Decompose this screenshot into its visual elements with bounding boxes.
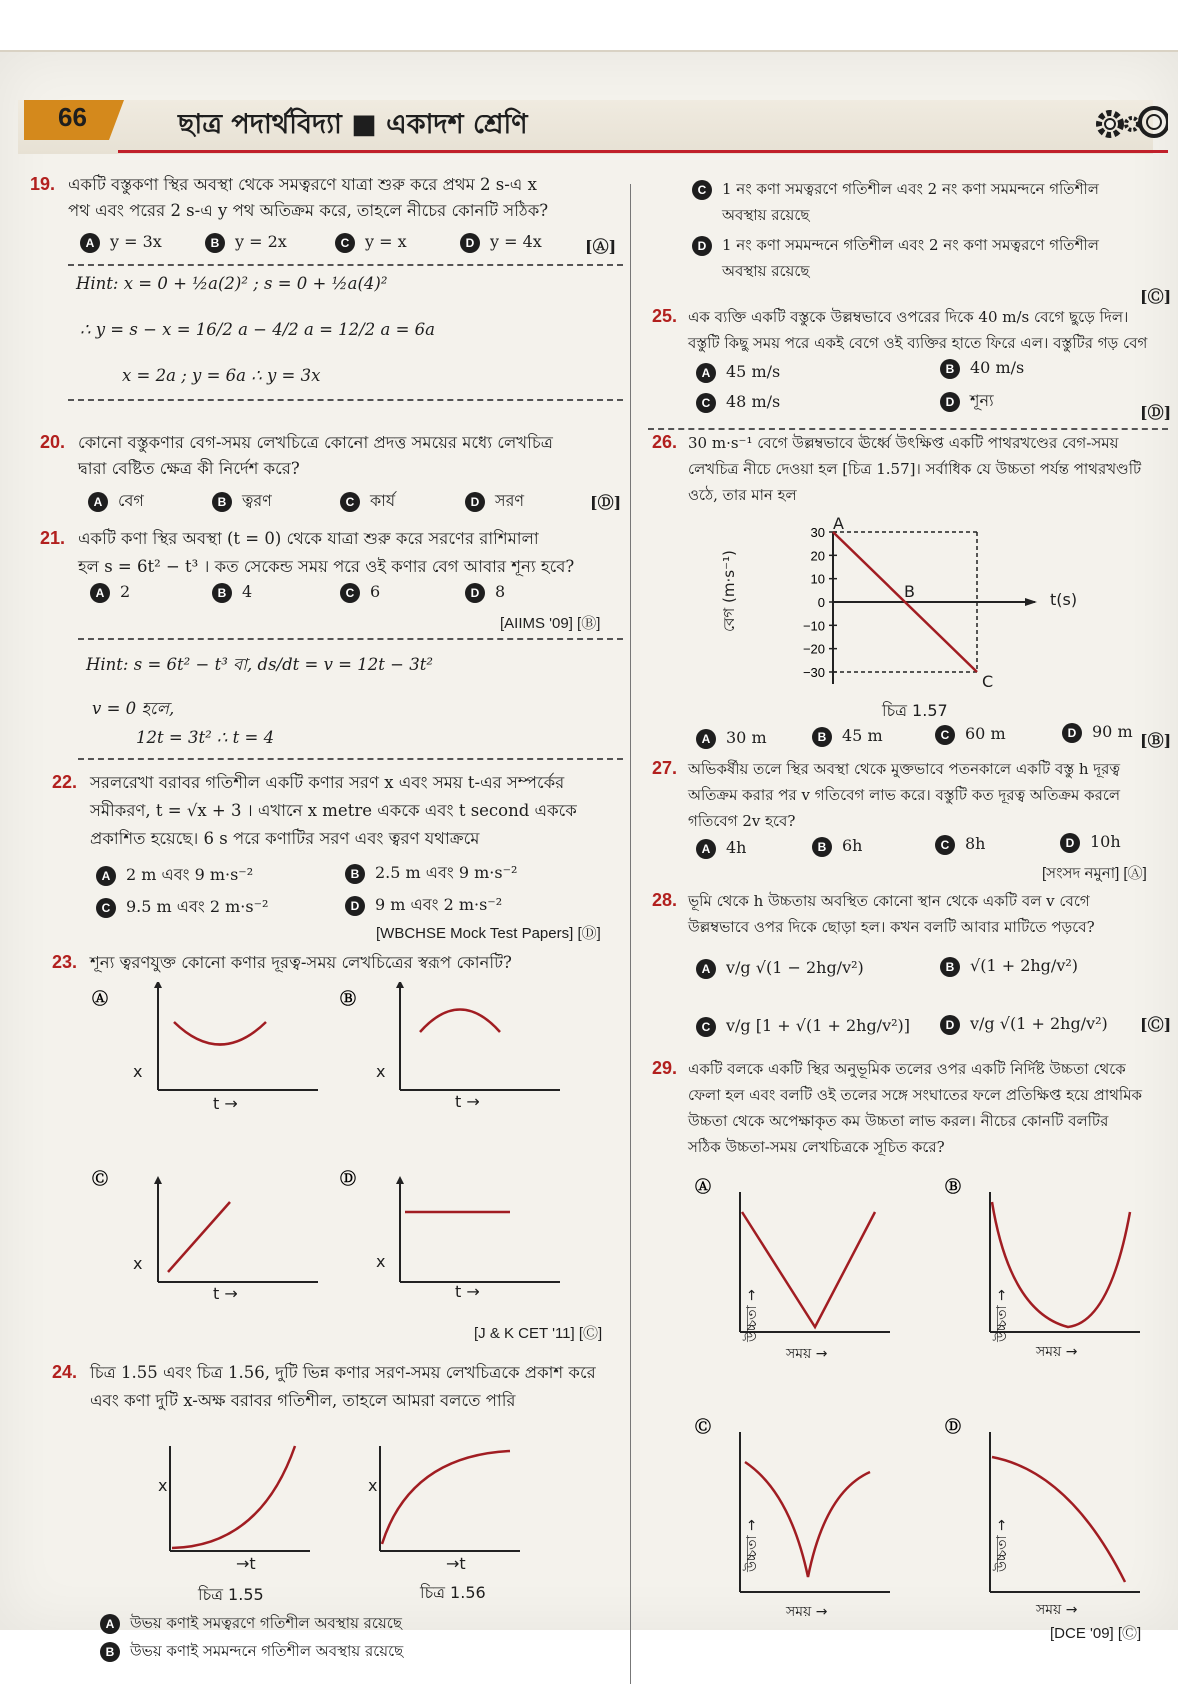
q21-text-2: হল s = 6t² − t³ । কত সেকেন্ড সময় পরে ওই কণার বেগ আবার শূন্য হবে?	[78, 557, 575, 576]
q29-number: 29.	[652, 1058, 678, 1078]
q26-ytick-label: −30	[802, 664, 825, 680]
q22-text-1: সরলরেখা বরাবর গতিশীল একটি কণার সরণ x এবং সময় t-এর সম্পর্কের	[90, 773, 565, 792]
q25-number: 25.	[652, 306, 678, 326]
q26-ytick-label: 30	[810, 525, 825, 540]
q26-text-1: 30 m·s⁻¹ বেগে উল্লম্বভাবে ঊর্ধ্বে উৎক্ষিপ্ত একটি পাথরখণ্ডের বেগ-সময়	[688, 434, 1119, 452]
q29-graph-a	[695, 1177, 890, 1332]
q23-number: 23.	[52, 952, 78, 972]
q27-number: 27.	[652, 758, 678, 778]
q26-option-a: A 30 m	[696, 728, 767, 749]
q24-option-d-2: অবস্থায় রয়েছে	[722, 262, 810, 280]
svg-text:Ⓑ: Ⓑ	[945, 1179, 962, 1196]
q26-ytick-label: 0	[817, 594, 825, 610]
q26-text-2: লেখচিত্র নীচে দেওয়া হল [চিত্র 1.57]। সর্বাধিক যে উচ্চতা পর্যন্ত পাথরখণ্ডটি	[688, 460, 1142, 478]
q23-c-ylabel: x	[133, 1254, 143, 1273]
q22-text-2: সমীকরণ, t = √x + 3 । এখানে x metre এককে এবং t second এককে	[90, 801, 577, 820]
q26-ytick-label: 20	[810, 548, 825, 564]
svg-text:Ⓒ: Ⓒ	[92, 1171, 109, 1188]
q21-source: [AIIMS '09] [Ⓑ]	[500, 615, 601, 632]
q20-text-1: কোনো বস্তুকণার বেগ-সময় লেখচিত্রে কোনো প্রদত্ত সময়ের মধ্যে লেখচিত্র	[78, 433, 553, 452]
q19-hint-3: x = 2a ; y = 6a ∴ y = 3x	[122, 366, 321, 385]
q19-number: 19.	[30, 174, 56, 194]
gear-icon	[1088, 96, 1168, 148]
q19-text-2: পথ এবং পরের 2 s-এ y পথ অতিক্রম করে, তাহলে নীচের কোনটি সঠিক?	[68, 201, 549, 220]
q19-hint-1: Hint: x = 0 + ½a(2)² ; s = 0 + ½a(4)²	[76, 274, 388, 293]
q24-fig1-ylabel: x	[158, 1476, 168, 1495]
q24-fig2-ylabel: x	[368, 1476, 378, 1495]
q23-d-xlabel: t →	[455, 1282, 480, 1301]
column-divider	[630, 184, 631, 1684]
q27-text-1: অভিকর্ষীয় তলে স্থির অবস্থা থেকে মুক্তভাবে পতনকালে একটি বস্তু h দূরত্ব	[688, 760, 1121, 778]
q24-text-2: এবং কণা দুটি x-অক্ষ বরাবর গতিশীল, তাহলে আমরা বলতে পারি	[90, 1391, 516, 1410]
q29-a-ylabel: উচ্চতা →	[744, 1289, 760, 1342]
q26-ytick-label: 10	[810, 571, 825, 587]
q25-option-d: D শূন্য	[940, 388, 994, 415]
q21-number: 21.	[40, 528, 66, 548]
q26-point-c: C	[982, 672, 994, 691]
q26-vt-graph	[745, 512, 1078, 692]
q27-source: [সংসদ নমুনা] [Ⓐ]	[1042, 865, 1147, 882]
q25-answer: [Ⓓ]	[1140, 403, 1172, 422]
q25-option-a: A 45 m/s	[696, 362, 780, 383]
q23-graph-d	[340, 1169, 560, 1282]
q28-text-2: উল্লম্বভাবে ওপর দিকে ছোড়া হল। কখন বলটি আবার মাটিতে পড়বে?	[688, 918, 1095, 936]
q26-option-c: C 60 m	[935, 724, 1006, 745]
q24-option-b: B উভয় কণাই সমমন্দনে গতিশীল অবস্থায় রয়েছে	[100, 1640, 403, 1665]
q27-text-3: গতিবেগ 2v হবে?	[688, 812, 796, 830]
q29-text-4: সঠিক উচ্চতা-সময় লেখচিত্রকে সূচিত করে?	[688, 1138, 945, 1156]
header-rule	[118, 150, 1168, 153]
q19-hint-divider	[68, 399, 623, 401]
q28-answer: [Ⓒ]	[1140, 1015, 1172, 1034]
q23-d-ylabel: x	[376, 1252, 386, 1271]
q29-b-ylabel: উচ্চতা →	[994, 1289, 1010, 1342]
q23-source: [J & K CET '11] [Ⓒ]	[474, 1325, 603, 1342]
svg-text:Ⓓ: Ⓓ	[340, 1171, 357, 1188]
q29-source: [DCE '09] [Ⓒ]	[1050, 1625, 1142, 1642]
q27-text-2: অতিক্রম করার পর v গতিবেগ লাভ করে। বস্তুটি কত দূরত্ব অতিক্রম করলে	[688, 786, 1121, 804]
q24-fig1-caption: চিত্র 1.55	[198, 1585, 264, 1604]
page-number: 66	[58, 102, 87, 132]
q24-option-d: D 1 নং কণা সমমন্দনে গতিশীল এবং 2 নং কণা সমত্বরণে গতিশীল	[692, 234, 1099, 259]
q26-caption: চিত্র 1.57	[882, 701, 948, 720]
q26-point-a: A	[833, 514, 844, 533]
q28-option-a: A v/g √(1 − 2hg/v²)	[696, 958, 864, 979]
q20-option-a: A বেগ	[88, 488, 144, 515]
q23-text: শূন্য ত্বরণযুক্ত কোনো কণার দূরত্ব-সময় লেখচিত্রের স্বরূপ কোনটি?	[90, 953, 512, 972]
q26-ytick-label: −10	[802, 618, 825, 634]
q24-number: 24.	[52, 1362, 78, 1382]
q22-source: [WBCHSE Mock Test Papers] [Ⓓ]	[376, 925, 601, 942]
q29-graph-b	[945, 1177, 1140, 1332]
q19-text-1: একটি বস্তুকণা স্থির অবস্থা থেকে সমত্বরণে যাত্রা শুরু করে প্রথম 2 s-এ x	[68, 175, 537, 194]
q24-fig2-caption: চিত্র 1.56	[420, 1583, 486, 1602]
q23-graphs	[90, 982, 620, 1362]
q19-option-a: A y = 3x	[80, 232, 162, 253]
q19-hint-2: ∴ y = s − x = 16/2 a − 4/2 a = 12/2 a = 6a	[80, 320, 435, 339]
q21-hint-1: Hint: s = 6t² − t³ বা, ds/dt = v = 12t − 3t²	[86, 655, 433, 674]
q22-number: 22.	[52, 772, 78, 792]
q23-b-ylabel: x	[376, 1062, 386, 1081]
q23-graph-b	[340, 982, 560, 1090]
q26-option-b: B 45 m	[812, 726, 883, 747]
q24-option-c-2: অবস্থায় রয়েছে	[722, 206, 810, 224]
q28-number: 28.	[652, 890, 678, 910]
q23-a-ylabel: x	[133, 1062, 143, 1081]
q26-ytick-label: −20	[802, 641, 825, 657]
svg-text:Ⓒ: Ⓒ	[695, 1419, 712, 1436]
q29-d-xlabel: সময় →	[1036, 1602, 1078, 1618]
q26-answer: [Ⓑ]	[1140, 731, 1172, 750]
q29-c-xlabel: সময় →	[786, 1604, 828, 1620]
q23-graph-a	[92, 982, 318, 1090]
q27-option-d: D 10h	[1060, 832, 1121, 853]
q19-option-d: D y = 4x	[460, 232, 542, 253]
q20-option-b: B ত্বরণ	[212, 488, 272, 515]
q19-option-c: C y = x	[335, 232, 407, 253]
q22-option-a: A 2 m এবং 9 m·s⁻²	[96, 862, 253, 889]
q24-fig2-xlabel: →t	[446, 1554, 466, 1573]
q22-option-b: B 2.5 m এবং 9 m·s⁻²	[345, 860, 517, 887]
q24-fig1-xlabel: →t	[236, 1554, 256, 1573]
q29-d-ylabel: উচ্চতা →	[994, 1519, 1010, 1572]
q23-c-xlabel: t →	[213, 1284, 238, 1303]
q28-text-1: ভূমি থেকে h উচ্চতায় অবস্থিত কোনো স্থান থেকে একটি বল v বেগে	[688, 892, 1090, 910]
q21-option-a: A 2	[90, 582, 130, 603]
q21-hint-2: v = 0 হলে,	[92, 699, 175, 718]
q26-number: 26.	[652, 432, 678, 452]
q20-number: 20.	[40, 432, 66, 452]
q24-option-c: C 1 নং কণা সমত্বরণে গতিশীল এবং 2 নং কণা সমমন্দনে গতিশীল	[692, 178, 1099, 203]
q27-option-a: A 4h	[696, 838, 746, 859]
svg-text:Ⓐ: Ⓐ	[695, 1179, 712, 1196]
q19-answer: [Ⓐ]	[585, 237, 617, 256]
q21-hint-divider	[78, 758, 623, 760]
q20-answer: [Ⓓ]	[590, 493, 622, 512]
q29-b-xlabel: সময় →	[1036, 1344, 1078, 1360]
q22-option-d: D 9 m এবং 2 m·s⁻²	[345, 892, 502, 919]
q21-text-1: একটি কণা স্থির অবস্থা (t = 0) থেকে যাত্রা শুরু করে সরণের রাশিমালা	[78, 529, 539, 548]
q24-text-1: চিত্র 1.55 এবং চিত্র 1.56, দুটি ভিন্ন কণার সরণ-সময় লেখচিত্রকে প্রকাশ করে	[90, 1363, 596, 1382]
q29-text-3: উচ্চতা থেকে অপেক্ষাকৃত কম উচ্চতা লাভ করল। নীচের কোনটি বলটির	[688, 1112, 1109, 1130]
q27-option-c: C 8h	[935, 834, 985, 855]
q29-a-xlabel: সময় →	[786, 1346, 828, 1362]
q25-text-2: বস্তুটি কিছু সময় পরে একই বেগে ওই ব্যক্তির হাতে ফিরে এল। বস্তুটির গড় বেগ	[688, 334, 1148, 352]
q23-b-xlabel: t →	[455, 1092, 480, 1111]
svg-text:Ⓐ: Ⓐ	[92, 991, 109, 1008]
q29-text-2: ফেলা হল এবং বলটি ওই তলের সঙ্গে সংঘাতের ফলে প্রতিক্ষিপ্ত হয়ে প্রাথমিক	[688, 1086, 1143, 1104]
book-title: ছাত্র পদার্থবিদ্যা ■ একাদশ শ্রেণি	[178, 109, 528, 140]
q22-text-3: প্রকাশিত হয়েছে। 6 s পরে কণাটির সরণ এবং ত্বরণ যথাক্রমে	[90, 829, 480, 848]
q21-divider	[78, 638, 623, 640]
q27-option-b: B 6h	[812, 836, 862, 857]
q25-option-c: C 48 m/s	[696, 392, 780, 413]
q20-option-d: D সরণ	[465, 488, 524, 515]
q21-option-c: C 6	[340, 582, 380, 603]
q26-ylabel: বেগ (m·s⁻¹)	[720, 550, 738, 632]
q24-fig-1	[170, 1446, 310, 1551]
q23-a-xlabel: t →	[213, 1094, 238, 1113]
q28-option-c: C v/g [1 + √(1 + 2hg/v²)]	[696, 1016, 910, 1037]
svg-text:Ⓑ: Ⓑ	[340, 991, 357, 1008]
page-header	[18, 90, 1168, 156]
svg-text:Ⓓ: Ⓓ	[945, 1419, 962, 1436]
document-page	[0, 50, 1178, 1660]
q26-point-b: B	[904, 582, 915, 601]
q29-graph-c	[695, 1417, 890, 1592]
q26-text-3: ওঠে, তার মান হল	[688, 486, 797, 504]
q23-graph-c	[92, 1169, 318, 1282]
q21-hint-3: 12t = 3t² ∴ t = 4	[136, 728, 275, 747]
q22-option-c: C 9.5 m এবং 2 m·s⁻²	[96, 894, 268, 921]
q20-text-2: দ্বারা বেষ্টিত ক্ষেত্র কী নির্দেশ করে?	[78, 459, 300, 478]
q25-text-1: এক ব্যক্তি একটি বস্তুকে উল্লম্বভাবে ওপরের দিকে 40 m/s বেগে ছুড়ে দিল।	[688, 308, 1129, 326]
q24-option-a: A উভয় কণাই সমত্বরণে গতিশীল অবস্থায় রয়েছে	[100, 1612, 402, 1637]
q24-answer: [Ⓒ]	[1140, 287, 1172, 306]
q19-divider	[68, 264, 623, 266]
q24-graphs	[150, 1436, 550, 1566]
q26-option-d: D 90 m	[1062, 722, 1133, 743]
q28-option-d: D v/g √(1 + 2hg/v²)	[940, 1014, 1108, 1035]
q26-xlabel: t(s)	[1050, 590, 1078, 609]
q21-option-d: D 8	[465, 582, 505, 603]
q29-c-ylabel: উচ্চতা →	[744, 1519, 760, 1572]
q25-option-b: B 40 m/s	[940, 358, 1024, 379]
q24-fig-2	[380, 1446, 520, 1551]
q28-option-b: B √(1 + 2hg/v²)	[940, 956, 1078, 977]
q29-graph-d	[945, 1417, 1140, 1592]
q19-option-b: B y = 2x	[205, 232, 287, 253]
q21-option-b: B 4	[212, 582, 252, 603]
q20-option-c: C কার্য	[340, 488, 395, 515]
q29-text-1: একটি বলকে একটি স্থির অনুভূমিক তলের ওপর একটি নির্দিষ্ট উচ্চতা থেকে	[688, 1060, 1126, 1078]
